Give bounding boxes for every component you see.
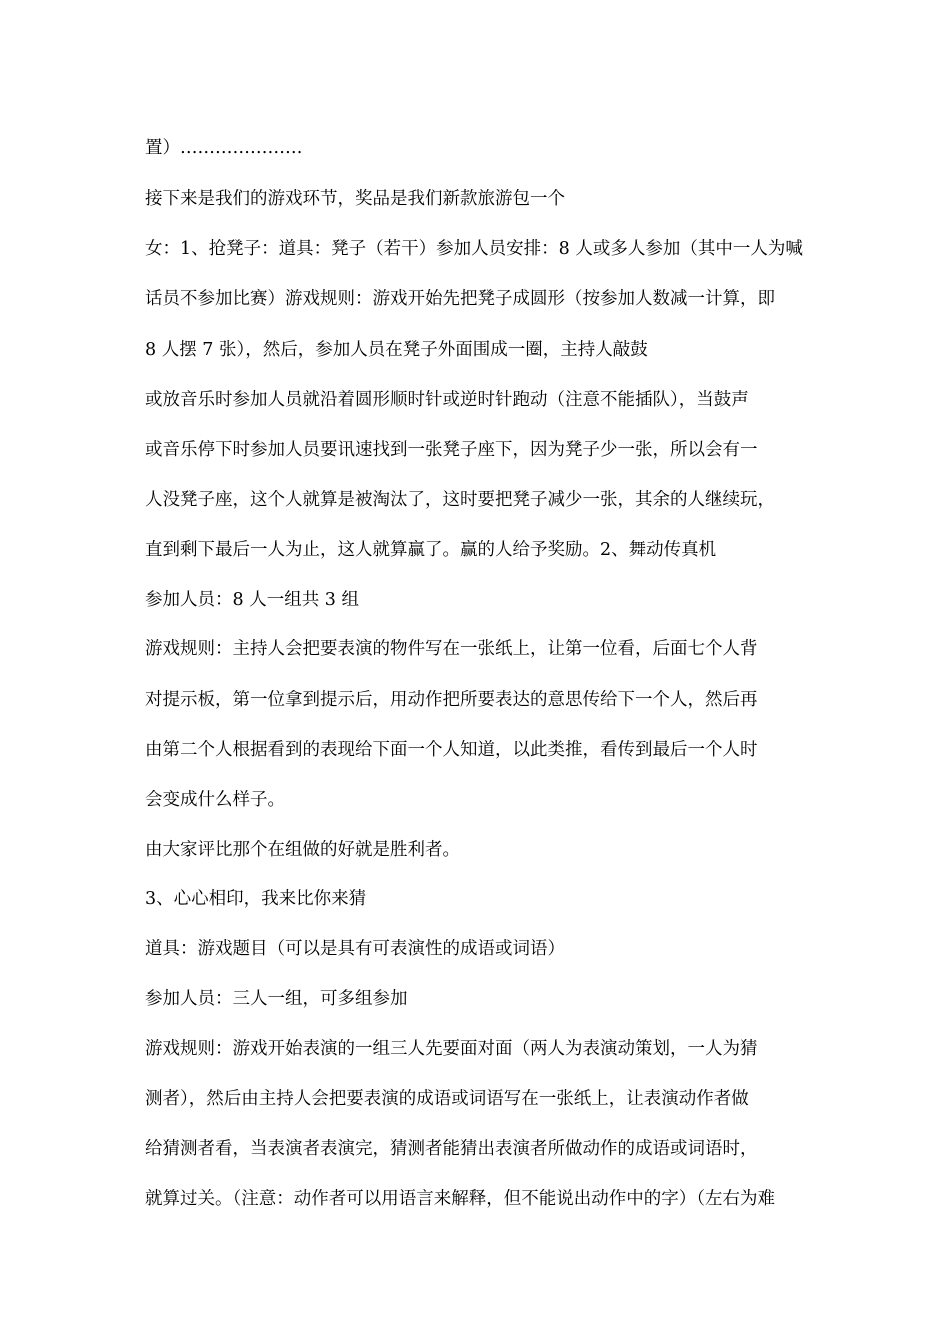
text-line: 接下来是我们的游戏环节，奖品是我们新款旅游包一个	[145, 189, 565, 209]
text-line: 对提示板，第一位拿到提示后，用动作把所要表达的意思传给下一个人，然后再	[145, 690, 758, 710]
text-line: 话员不参加比赛）游戏规则：游戏开始先把凳子成圆形（按参加人数减一计算，即	[145, 289, 775, 309]
text-line: 参加人员：三人一组，可多组参加	[145, 989, 408, 1009]
text-line: 参加人员：8 人一组共 3 组	[145, 590, 359, 610]
text-line: 就算过关。（注意：动作者可以用语言来解释，但不能说出动作中的字）（左右为难	[145, 1189, 775, 1209]
text-line: 直到剩下最后一人为止，这人就算赢了。赢的人给予奖励。2、舞动传真机	[145, 540, 717, 560]
text-line: 或音乐停下时参加人员要讯速找到一张凳子座下，因为凳子少一张，所以会有一	[145, 440, 758, 460]
text-line: 3、心心相印，我来比你来猜	[145, 889, 367, 909]
text-line: 由第二个人根据看到的表现给下面一个人知道，以此类推，看传到最后一个人时	[145, 740, 758, 760]
text-line: 测者），然后由主持人会把要表演的成语或词语写在一张纸上，让表演动作者做	[145, 1089, 749, 1109]
text-line: 置）…………………	[145, 138, 303, 158]
text-line: 道具：游戏题目（可以是具有可表演性的成语或词语）	[145, 939, 565, 959]
text-line: 会变成什么样子。	[145, 790, 285, 810]
text-line: 或放音乐时参加人员就沿着圆形顺时针或逆时针跑动（注意不能插队），当鼓声	[145, 390, 749, 410]
text-line: 游戏规则：主持人会把要表演的物件写在一张纸上，让第一位看，后面七个人背	[145, 639, 758, 659]
text-line: 给猜测者看，当表演者表演完，猜测者能猜出表演者所做动作的成语或词语时，	[145, 1139, 758, 1159]
text-line: 人没凳子座，这个人就算是被淘汰了，这时要把凳子减少一张，其余的人继续玩，	[145, 490, 775, 510]
text-line: 由大家评比那个在组做的好就是胜利者。	[145, 840, 460, 860]
text-line: 8 人摆 7 张），然后，参加人员在凳子外面围成一圈，主持人敲鼓	[145, 340, 648, 360]
text-line: 游戏规则：游戏开始表演的一组三人先要面对面（两人为表演动策划，一人为猜	[145, 1039, 758, 1059]
text-line: 女：1、抢凳子：道具：凳子（若干）参加人员安排：8 人或多人参加（其中一人为喊	[145, 239, 803, 259]
